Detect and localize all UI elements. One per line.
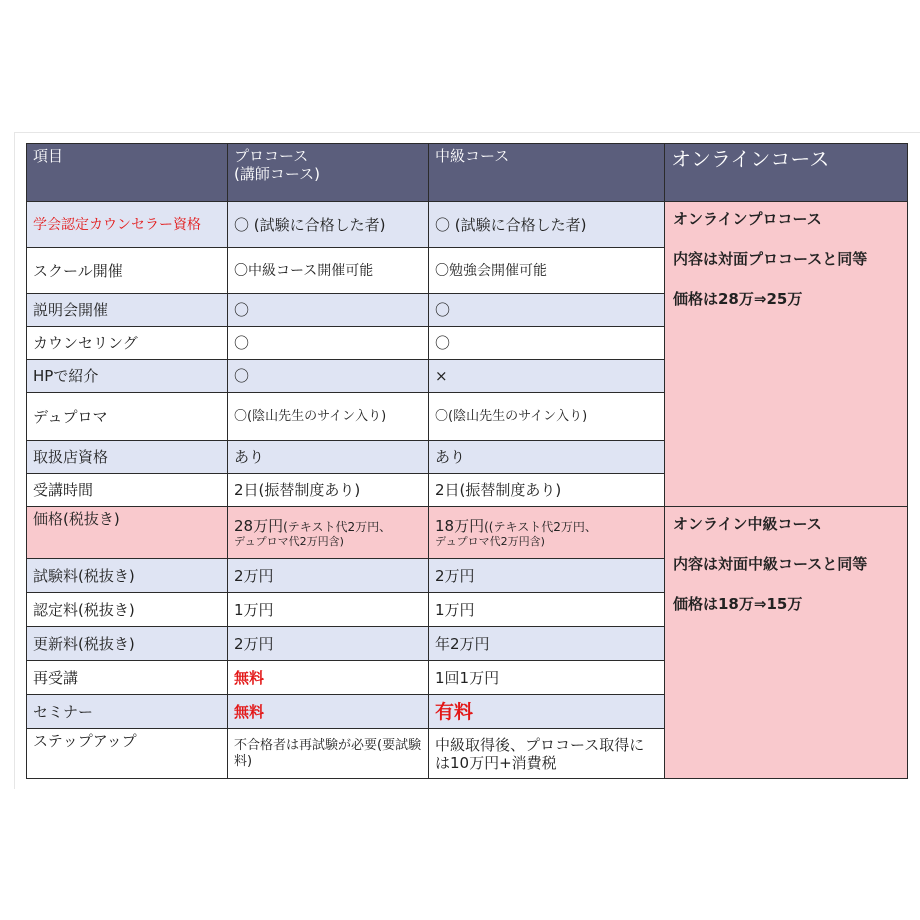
row-item: 取扱店資格 <box>27 441 228 474</box>
header-pro: プロコース (講師コース) <box>228 144 429 202</box>
online-pro-title: オンラインプロコース <box>673 210 822 228</box>
row-item: ステップアップ <box>27 729 228 779</box>
online-mid-price: 価格は18万⇒15万 <box>673 595 803 613</box>
online-pro-price: 価格は28万⇒25万 <box>673 290 803 308</box>
row-pro: 2日(振替制度あり) <box>228 474 429 507</box>
row-pro: 1万円 <box>228 593 429 627</box>
row-mid: 年2万円 <box>429 627 665 661</box>
row-item: 認定料(税抜き) <box>27 593 228 627</box>
row-pro: 2万円 <box>228 559 429 593</box>
price-pro-note2: デュプロマ代2万円含) <box>234 535 344 548</box>
row-pro: 〇 <box>228 327 429 360</box>
row-mid: あり <box>429 441 665 474</box>
row-item: スクール開催 <box>27 248 228 294</box>
row-mid: 〇(陰山先生のサイン入り) <box>429 393 665 441</box>
row-item: 説明会開催 <box>27 294 228 327</box>
row-mid: 〇 <box>429 327 665 360</box>
table-row <box>27 202 908 248</box>
online-pro-panel <box>665 202 908 507</box>
row-pro: 無料 <box>228 661 429 695</box>
row-pro-price <box>228 507 429 559</box>
price-mid-note1: ((テキスト代2万円、 <box>484 520 597 534</box>
row-pro: 〇 <box>228 360 429 393</box>
online-pro-desc: 内容は対面プロコースと同等 <box>673 250 868 268</box>
row-item: 更新料(税抜き) <box>27 627 228 661</box>
row-mid: 〇 (試験に合格した者) <box>429 202 665 248</box>
header-online: オンラインコース <box>665 144 908 202</box>
row-item: 再受講 <box>27 661 228 695</box>
row-mid: 〇 <box>429 294 665 327</box>
row-mid: 1回1万円 <box>429 661 665 695</box>
price-pro-value: 28万円 <box>234 517 284 535</box>
row-item: セミナー <box>27 695 228 729</box>
row-mid: 中級取得後、プロコース取得には10万円+消費税 <box>429 729 665 779</box>
row-pro: 2万円 <box>228 627 429 661</box>
course-comparison-table <box>26 143 908 779</box>
row-mid-price <box>429 507 665 559</box>
table-header-row <box>27 144 908 202</box>
online-mid-title: オンライン中級コース <box>673 515 822 533</box>
table-row-price <box>27 507 908 559</box>
row-mid: 1万円 <box>429 593 665 627</box>
row-item: 試験料(税抜き) <box>27 559 228 593</box>
row-pro: 〇 (試験に合格した者) <box>228 202 429 248</box>
row-mid: 2万円 <box>429 559 665 593</box>
row-pro: 〇中級コース開催可能 <box>228 248 429 294</box>
price-pro-note1: (テキスト代2万円、 <box>283 520 392 534</box>
header-item: 項目 <box>27 144 228 202</box>
row-item: デュプロマ <box>27 393 228 441</box>
row-pro: 無料 <box>228 695 429 729</box>
row-mid: 2日(振替制度あり) <box>429 474 665 507</box>
online-mid-panel <box>665 507 908 779</box>
row-item: 受講時間 <box>27 474 228 507</box>
row-pro: 〇 <box>228 294 429 327</box>
row-item: カウンセリング <box>27 327 228 360</box>
row-mid: 有料 <box>429 695 665 729</box>
price-mid-value: 18万円 <box>435 517 485 535</box>
row-item: HPで紹介 <box>27 360 228 393</box>
row-item: 価格(税抜き) <box>27 507 228 559</box>
row-pro: あり <box>228 441 429 474</box>
row-pro: 不合格者は再試験が必要(要試験料) <box>228 729 429 779</box>
row-item: 学会認定カウンセラー資格 <box>27 202 228 248</box>
header-mid: 中級コース <box>429 144 665 202</box>
price-mid-note2: デュプロマ代2万円含) <box>435 535 545 548</box>
row-mid: 〇勉強会開催可能 <box>429 248 665 294</box>
online-mid-desc: 内容は対面中級コースと同等 <box>673 555 868 573</box>
row-mid: × <box>429 360 665 393</box>
row-pro: 〇(陰山先生のサイン入り) <box>228 393 429 441</box>
